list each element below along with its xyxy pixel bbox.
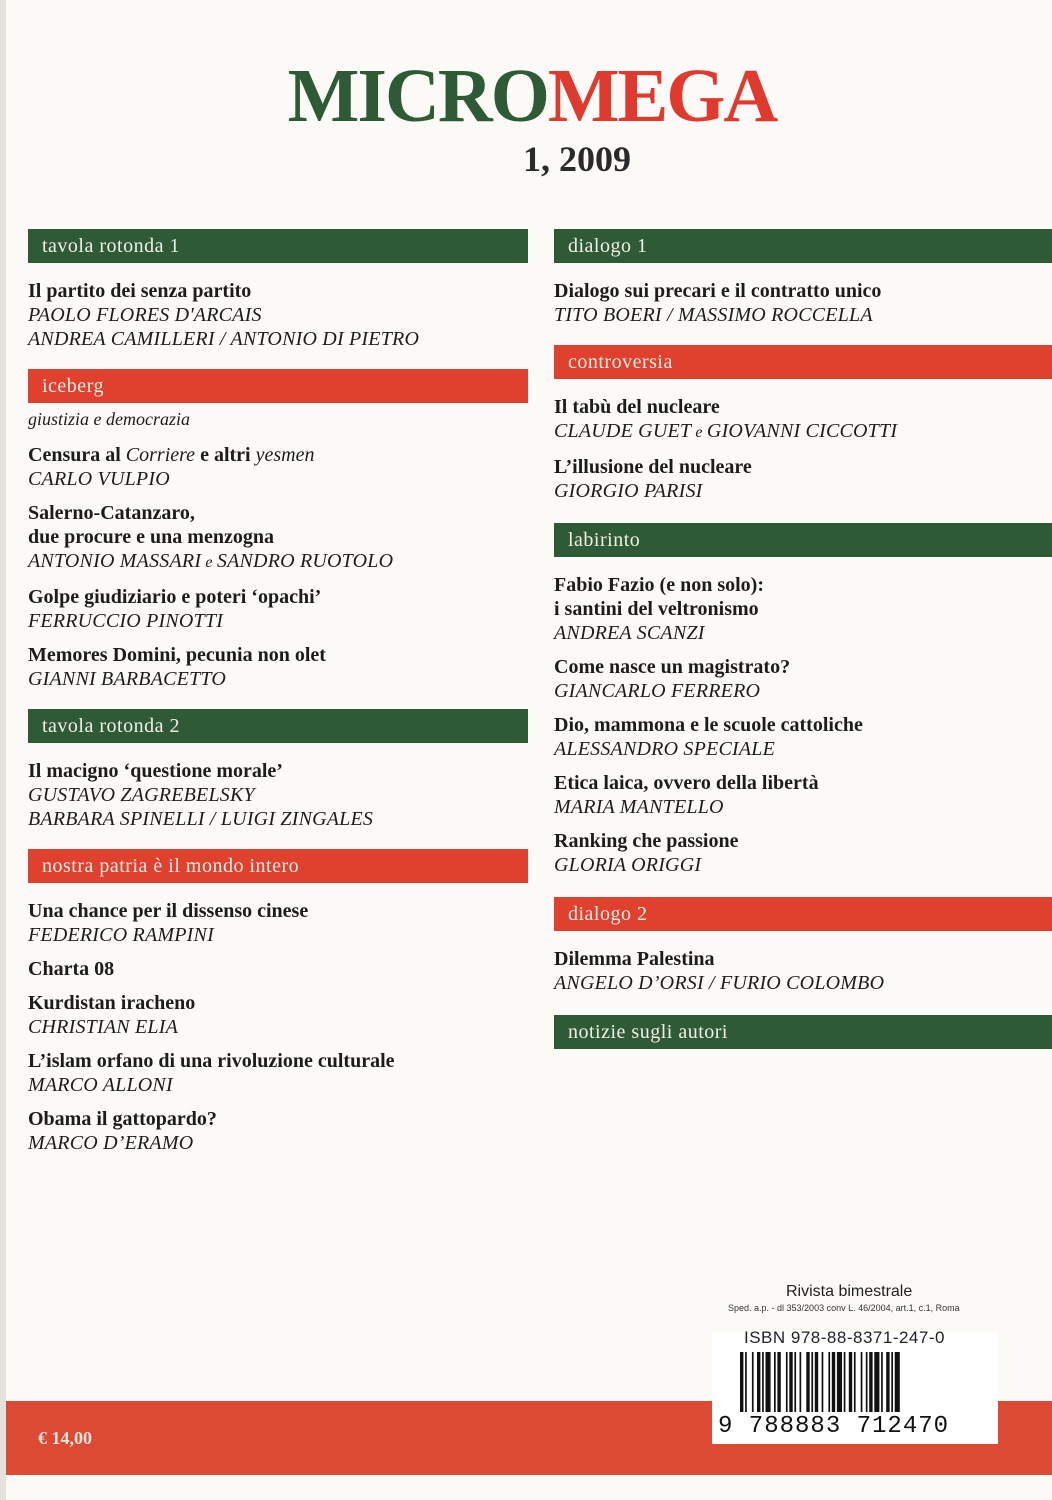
- title-part: e altri: [195, 444, 256, 466]
- barcode-bar: [849, 1352, 852, 1412]
- toc-entry: [28, 501, 528, 575]
- author-name: GIOVANNI CICCOTTI: [706, 420, 898, 442]
- toc-entry: [28, 1107, 528, 1155]
- entry-author: ALESSANDRO SPECIALE: [554, 738, 776, 760]
- barcode-bar: [881, 1352, 883, 1412]
- section-band: tavola rotonda 1: [28, 229, 528, 263]
- barcode-bar: [869, 1352, 872, 1412]
- entry-title: L’islam orfano di una rivoluzione culturale: [28, 1050, 395, 1072]
- barcode-bar: [811, 1352, 813, 1412]
- toc-left-column: [28, 229, 528, 1155]
- entry-title: Il macigno ‘questione morale’: [28, 760, 283, 782]
- toc-entry: [554, 573, 1052, 645]
- barcode-bar: [800, 1352, 802, 1412]
- postal-note: Sped. a.p. - dl 353/2003 conv L. 46/2004, art.1, c.1, Roma: [728, 1303, 960, 1313]
- barcode-number: 9 788883 712470: [718, 1413, 950, 1440]
- barcode-bar: [786, 1352, 788, 1412]
- toc-entry: [28, 643, 528, 691]
- toc-entry: [554, 655, 1052, 703]
- toc-entry: [554, 713, 1052, 761]
- toc-entry: [554, 455, 1052, 503]
- entry-author: [28, 549, 528, 575]
- entry-title: Ranking che passione: [554, 830, 739, 852]
- entry-title: Fabio Fazio (e non solo):: [554, 574, 764, 596]
- section-band: dialogo 2: [554, 897, 1052, 931]
- title-part: Censura al: [28, 444, 126, 466]
- section-subtitle: giustizia e democrazia: [28, 409, 190, 429]
- toc-entry: [28, 957, 528, 981]
- entry-title: i santini del veltronismo: [554, 598, 759, 620]
- title-italic-part: Corriere: [125, 444, 196, 466]
- barcode-bar: [844, 1352, 846, 1412]
- barcode-bar: [832, 1352, 835, 1412]
- entry-title: Etica laica, ovvero della libertà: [554, 772, 819, 794]
- entry-author: ANDREA SCANZI: [554, 622, 705, 644]
- entry-title: Come nasce un magistrato?: [554, 656, 791, 678]
- barcode-bar: [752, 1352, 754, 1412]
- entry-author: GIORGIO PARISI: [554, 480, 703, 502]
- price-label: € 14,00: [38, 1428, 92, 1448]
- entry-title: Una chance per il dissenso cinese: [28, 900, 309, 922]
- barcode-bar: [740, 1352, 743, 1412]
- author-conjunction: e: [201, 554, 217, 571]
- entry-title: Il tabù del nucleare: [554, 396, 720, 418]
- entry-author: PAOLO FLORES D'ARCAIS: [28, 304, 262, 326]
- toc-entry: [28, 1049, 528, 1097]
- toc-entry: [28, 991, 528, 1039]
- entry-author: ANGELO D’ORSI / FURIO COLOMBO: [554, 972, 885, 994]
- entry-title: Dio, mammona e le scuole cattoliche: [554, 714, 863, 736]
- toc-entry: [554, 771, 1052, 819]
- section-band: controversia: [554, 345, 1052, 379]
- toc-entry: [28, 279, 528, 351]
- entry-title: Dilemma Palestina: [554, 948, 715, 970]
- barcode-bar: [822, 1352, 824, 1412]
- barcode-bar: [777, 1352, 780, 1412]
- entry-author: TITO BOERI / MASSIMO ROCCELLA: [554, 304, 873, 326]
- isbn-label: ISBN 978-88-8371-247-0: [744, 1328, 945, 1347]
- barcode-bar: [891, 1352, 893, 1412]
- toc-entry: [554, 395, 1052, 445]
- entry-author: BARBARA SPINELLI / LUIGI ZINGALES: [28, 808, 374, 830]
- entry-title: Charta 08: [28, 958, 115, 980]
- toc-entry: [28, 585, 528, 633]
- magazine-logo: [6, 54, 1052, 138]
- entry-title: Kurdistan iracheno: [28, 992, 196, 1014]
- toc-entry: [28, 759, 528, 831]
- toc-entry: [554, 829, 1052, 877]
- entry-title: Il partito dei senza partito: [28, 280, 252, 302]
- entry-author: CARLO VULPIO: [28, 468, 170, 490]
- entry-author: GUSTAVO ZAGREBELSKY: [28, 784, 255, 806]
- barcode-bar: [762, 1352, 764, 1412]
- toc-entry: [554, 947, 1052, 995]
- logo-micro: MICRO: [287, 54, 548, 138]
- toc-entry: [28, 899, 528, 947]
- section-band: labirinto: [554, 523, 1052, 557]
- entry-author: GLORIA ORIGGI: [554, 854, 702, 876]
- barcode-bar: [861, 1352, 863, 1412]
- entry-author: FERRUCCIO PINOTTI: [28, 610, 224, 632]
- toc-entry: [28, 443, 528, 491]
- barcode-bar: [854, 1352, 856, 1412]
- entry-author: MARCO ALLONI: [28, 1074, 173, 1096]
- author-name: ANTONIO MASSARI: [28, 550, 202, 572]
- section-band: nostra patria è il mondo intero: [28, 849, 528, 883]
- entry-author: MARCO D’ERAMO: [28, 1132, 194, 1154]
- logo-mega: MEGA: [547, 54, 777, 138]
- barcode-bar: [806, 1352, 809, 1412]
- barcode-bar: [774, 1352, 776, 1412]
- entry-title: Obama il gattopardo?: [28, 1108, 217, 1130]
- issue-number: 1, 2009: [523, 139, 631, 179]
- masthead: [6, 54, 1052, 180]
- toc-entry: [554, 279, 1052, 327]
- barcode-bar: [745, 1352, 747, 1412]
- barcode-bar: [757, 1352, 760, 1412]
- barcode-bar: [886, 1352, 889, 1412]
- entry-author: FEDERICO RAMPINI: [28, 924, 214, 946]
- entry-title: Golpe giudiziario e poteri ‘opachi’: [28, 586, 322, 608]
- barcode-bar: [789, 1352, 792, 1412]
- entry-title: [28, 443, 528, 467]
- barcode-icon: [740, 1352, 972, 1412]
- entry-author: ANDREA CAMILLERI / ANTONIO DI PIETRO: [28, 328, 420, 350]
- entry-title: Dialogo sui precari e il contratto unico: [554, 280, 882, 302]
- barcode-bar: [828, 1352, 830, 1412]
- toc-right-column: [554, 229, 1052, 1049]
- barcode-bar: [837, 1352, 842, 1412]
- barcode-bar: [866, 1352, 868, 1412]
- author-conjunction: e: [691, 424, 707, 441]
- barcode-bar: [794, 1352, 796, 1412]
- section-band: notizie sugli autori: [554, 1015, 1052, 1049]
- barcode-bar: [766, 1352, 771, 1412]
- title-italic-part: yesmen: [255, 444, 315, 466]
- entry-author: [554, 419, 1052, 445]
- entry-title: Memores Domini, pecunia non olet: [28, 644, 326, 666]
- entry-author: GIANNI BARBACETTO: [28, 668, 227, 690]
- entry-author: MARIA MANTELLO: [554, 796, 724, 818]
- section-band: tavola rotonda 2: [28, 709, 528, 743]
- barcode-bar: [815, 1352, 818, 1412]
- entry-title: L’illusione del nucleare: [554, 456, 752, 478]
- section-band: iceberg: [28, 369, 528, 403]
- author-name: SANDRO RUOTOLO: [216, 550, 394, 572]
- barcode-bar: [874, 1352, 879, 1412]
- author-name: CLAUDE GUET: [554, 420, 692, 442]
- barcode-bar: [895, 1352, 900, 1412]
- periodicity-note: Rivista bimestrale: [786, 1283, 913, 1300]
- section-band: dialogo 1: [554, 229, 1052, 263]
- entry-author: GIANCARLO FERRERO: [554, 680, 761, 702]
- entry-title: Salerno-Catanzaro,: [28, 502, 195, 524]
- entry-title: due procure e una menzogna: [28, 526, 274, 548]
- entry-author: CHRISTIAN ELIA: [28, 1016, 179, 1038]
